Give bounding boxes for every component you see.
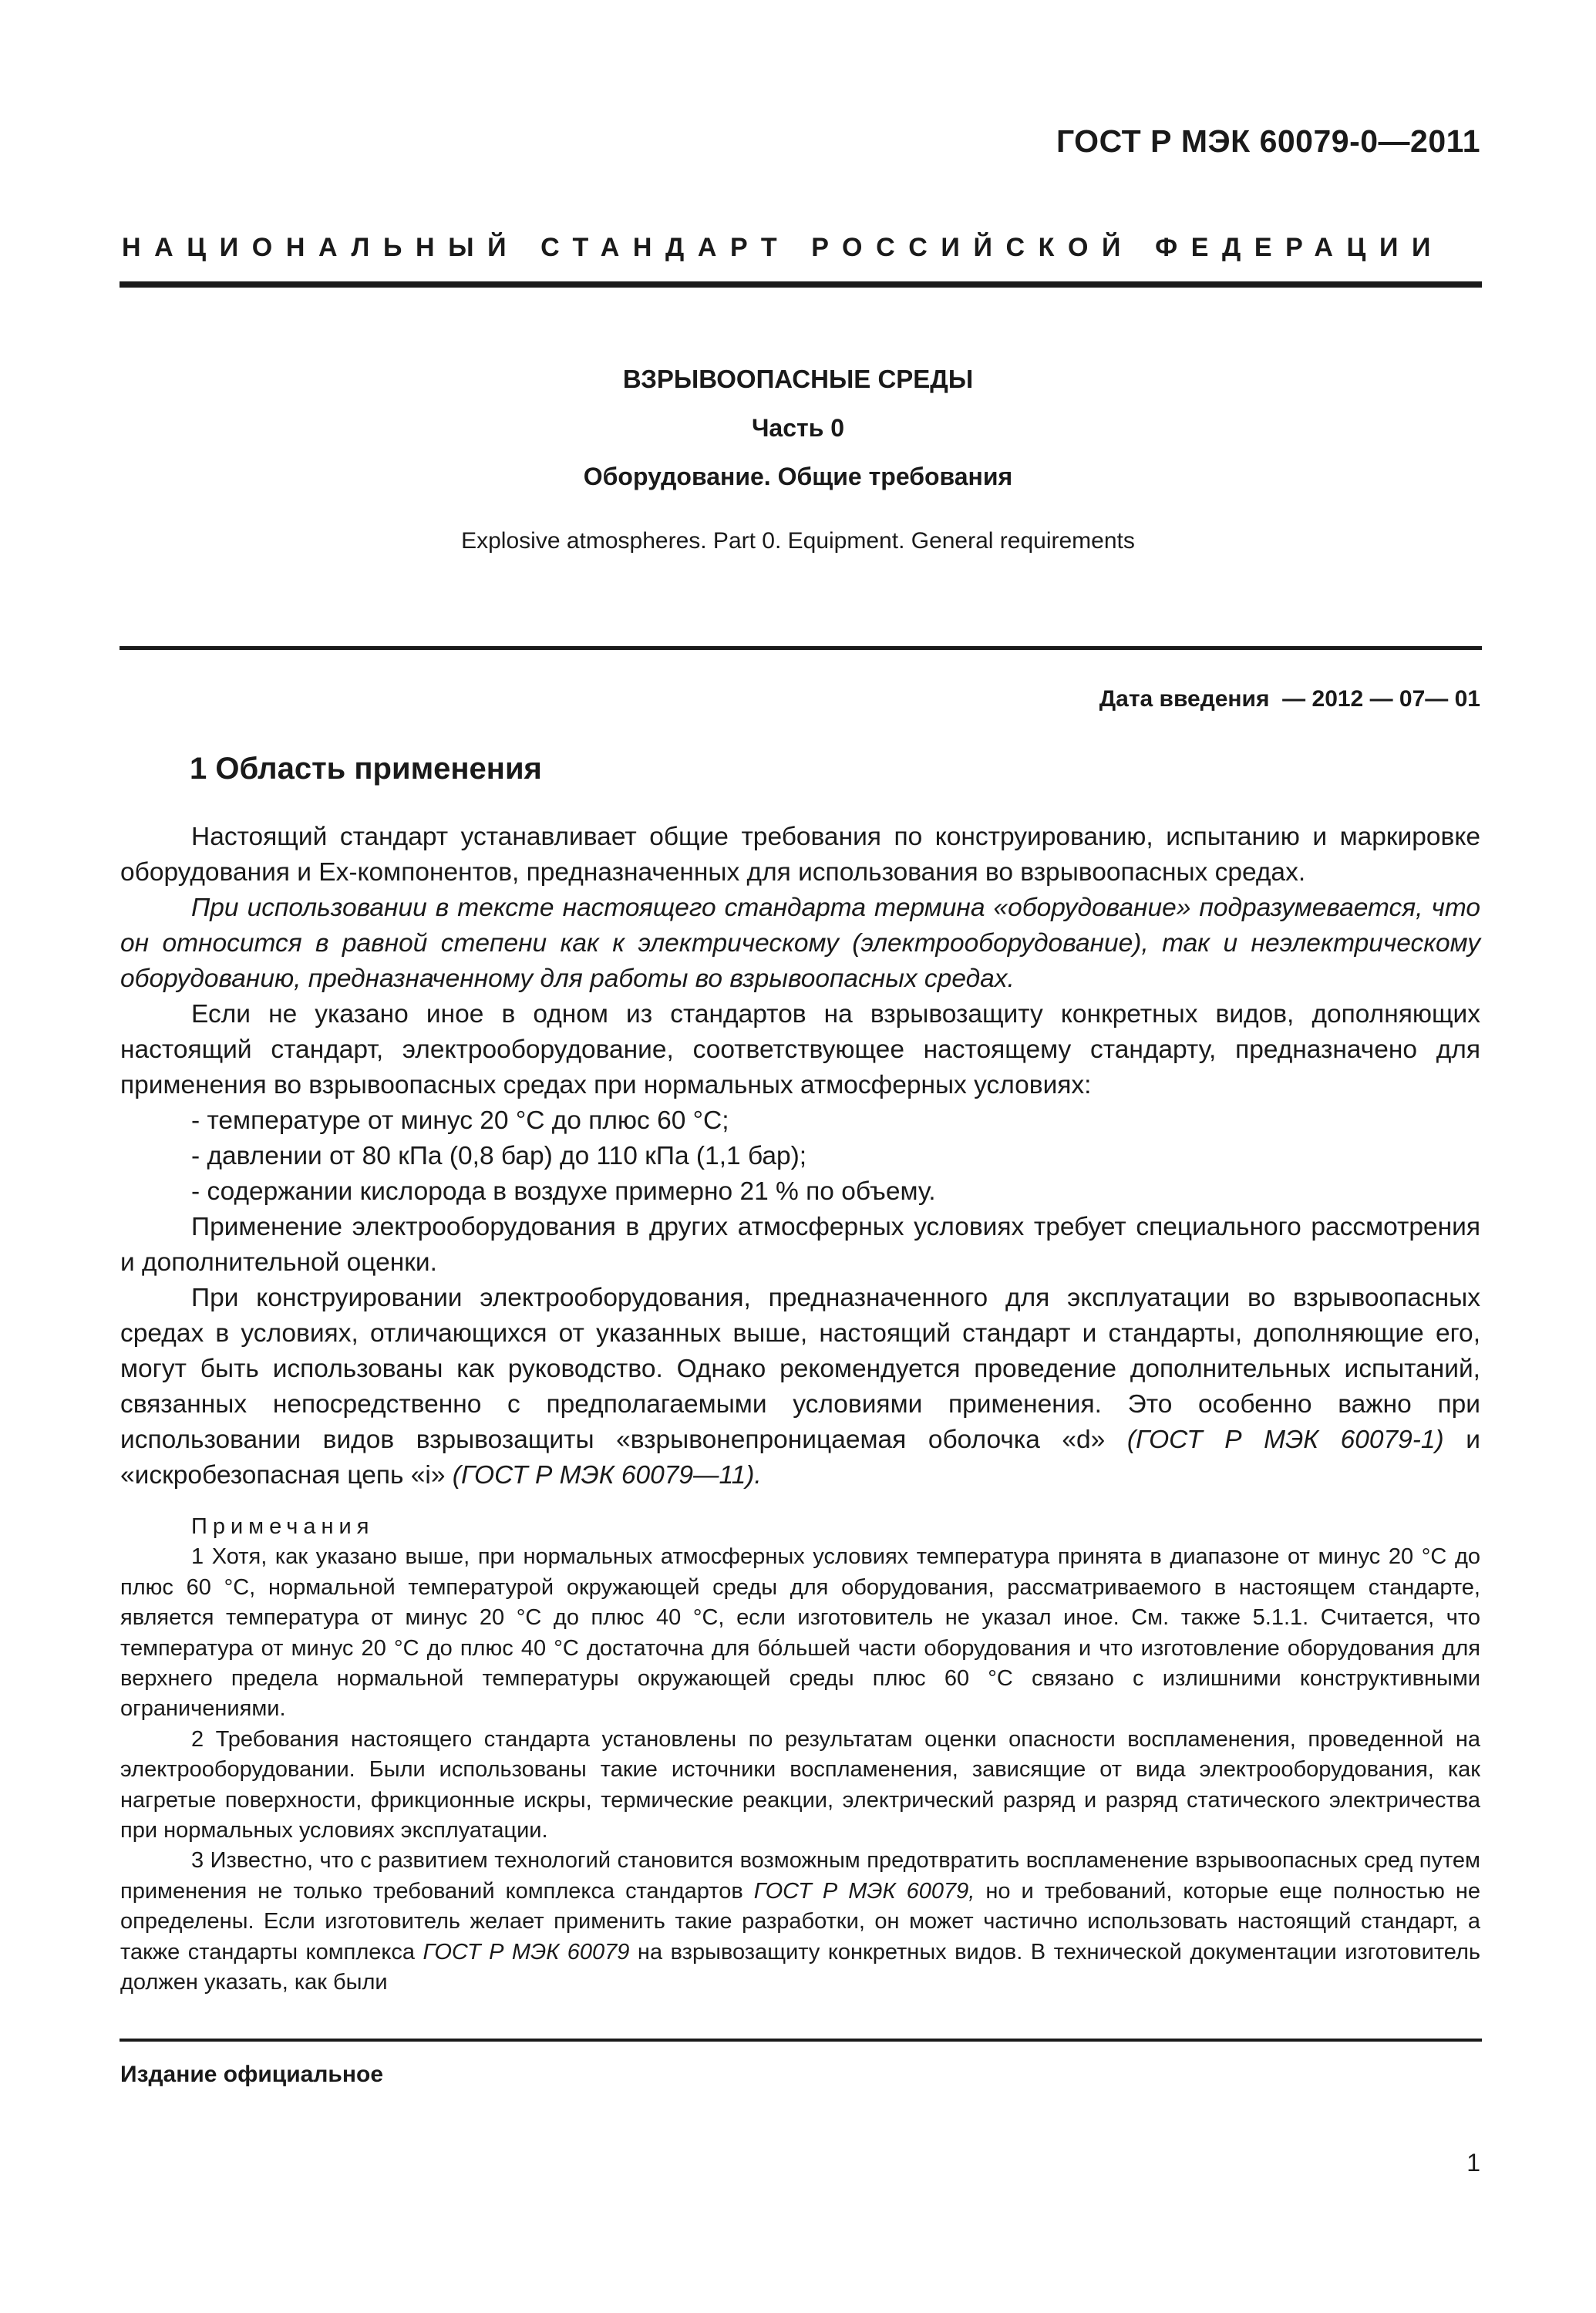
note-text: на взрывозащиту конкретных видов. В технической документации изготовитель должен указать, как были (120, 1939, 1481, 1995)
standard-reference: ГОСТ Р МЭК 60079 (423, 1939, 630, 1965)
paragraph-design-guidance (120, 1281, 1480, 1493)
list-item-oxygen: - содержании кислорода в воздухе примерно 21 % по объему. (191, 1177, 936, 1206)
list-item-pressure: - давлении от 80 кПа (0,8 бар) до 110 кПа (1,1 бар); (191, 1142, 807, 1170)
document-title: ВЗРЫВООПАСНЫЕ СРЕДЫ (622, 365, 974, 393)
list-item-temperature: - температуре от минус 20 °С до плюс 60 °С; (191, 1106, 729, 1135)
title-divider (120, 646, 1482, 650)
top-divider (120, 281, 1482, 288)
paragraph-equipment-term: При использовании в тексте настоящего стандарта термина «оборудование» подразумевается, что он относится в равной степени как к электрическому (электрооборудование), так и неэлектрическому оборудованию, предназначенному для работы во взрывоопасных средах. (120, 894, 1480, 993)
standard-reference: (ГОСТ Р МЭК 60079—11). (445, 1461, 762, 1490)
paragraph-conditions: Если не указано иное в одном из стандартов на взрывозащиту конкретных видов, дополняющих настоящий стандарт, электрооборудование, соответствующее настоящему стандарту, предназначено для применения во взрывоопасных средах при нормальных атмосферных условиях: (120, 1000, 1480, 1099)
notes-block (120, 1512, 1480, 1998)
paragraph-text: При конструировании электрооборудования, предназначенного для эксплуатации во взрывоопасных средах в условиях, отличающихся от указанных выше, настоящий стандарт и стандарты, дополняющие его, могут быть использованы как руководство. Однако рекомендуется проведение дополнительных испытаний, связанных непосредственно с предполагаемыми условиями применения. Это особенно важно при использовании видов взрывозащиты «взрывонепроницаемая оболочка «d» (120, 1284, 1480, 1454)
edition-label: Издание официальное (120, 2062, 384, 2087)
page-number: 1 (1466, 2149, 1480, 2177)
section-body (120, 820, 1480, 1493)
paragraph-text: и «искробезопасная цепь «i» (120, 1426, 1480, 1490)
standard-reference: (ГОСТ Р МЭК 60079-1) (1105, 1426, 1444, 1454)
english-title: Explosive atmospheres. Part 0. Equipment. General requirements (461, 528, 1135, 554)
section-heading: 1 Область применения (190, 752, 542, 786)
note-text: но и требований, которые еще полностью не определены. Если изготовитель желает применить такие разработки, он может частично использовать настоящий стандарт, а также стандарты комплекса (120, 1878, 1481, 1965)
document-subtitle: Оборудование. Общие требования (583, 463, 1013, 490)
national-standard-banner: НАЦИОНАЛЬНЫЙ СТАНДАРТ РОССИЙСКОЙ ФЕДЕРАЦИИ (122, 233, 1445, 262)
footer-divider (120, 2039, 1482, 2042)
note-1: 1 Хотя, как указано выше, при нормальных атмосферных условиях температура принята в диапазоне от минус 20 °С до плюс 60 °С, нормальной температурой окружающей среды для оборудования, рассматриваемого в настоящем стандарте, является температура от минус 20 °С до плюс 40 °С, если изготовитель не указал иное. См. также 5.1.1. Считается, что температура от минус 20 °С до плюс 40 °С достаточна для бо́льшей части оборудования и что изготовление оборудования для верхнего предела нормальной температуры окружающей среды плюс 60 °С связано с излишними конструктивными ограничениями. (120, 1544, 1480, 1722)
document-part: Часть 0 (751, 414, 845, 442)
note-text: 3 Известно, что с развитием технологий становится возможным предотвратить воспламенение взрывоопасных сред путем применения не только требований комплекса стандартов (120, 1848, 1480, 1904)
note-2: 2 Требования настоящего стандарта установлены по результатам оценки опасности воспламенения, проведенной на электрооборудовании. Были использованы такие источники воспламенения, зависящие от вида электрооборудования, как нагретые поверхности, фрикционные искры, термические реакции, электрический разряд и разряд статического электричества при нормальных условиях эксплуатации. (120, 1726, 1480, 1843)
standard-reference: ГОСТ Р МЭК 60079, (753, 1878, 975, 1904)
paragraph-scope: Настоящий стандарт устанавливает общие требования по конструированию, испытанию и маркировке оборудования и Ех-компонентов, предназначенных для использования во взрывоопасных средах. (120, 823, 1480, 887)
paragraph-other-conditions: Применение электрооборудования в других атмосферных условиях требует специального рассмотрения и дополнительной оценки. (120, 1213, 1480, 1277)
introduction-date: Дата введения — 2012 — 07— 01 (1099, 686, 1480, 712)
document-code: ГОСТ Р МЭК 60079-0—2011 (1056, 123, 1480, 159)
note-3 (120, 1846, 1480, 1998)
notes-heading: Примечания (191, 1514, 375, 1539)
